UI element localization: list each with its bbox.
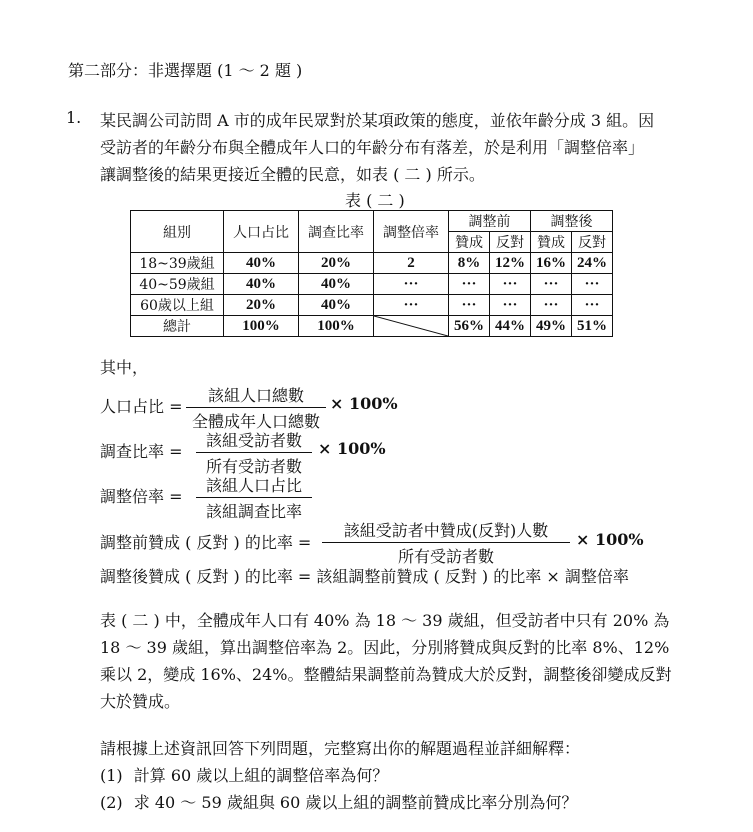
formula-2-rhs: × 100% [318, 439, 386, 458]
formula-4-fraction [322, 518, 570, 567]
formula-4-numerator: 該組受訪者中贊成(反對)人數 [322, 518, 570, 543]
explanation-line-3: 乘以 2，變成 16%、24%。整體結果調整前為贊成大於反對，調整後卻變成反對 [100, 665, 672, 684]
row-before-approve: ··· [449, 274, 490, 295]
table-row [131, 253, 613, 274]
question-number: 1. [66, 108, 82, 127]
sub-question-2 [100, 790, 577, 813]
explanation-line-2: 18 ～ 39 歲組，算出調整倍率為 2。因此，分別將贊成與反對的比率 8%、12% [100, 638, 670, 657]
total-after-oppose: 51% [572, 316, 613, 337]
row-factor: ··· [374, 295, 449, 316]
header-population-ratio: 人口占比 [224, 211, 299, 253]
definitions-intro: 其中， [100, 358, 149, 377]
sub-question-2-text: 求 40 ～ 59 歲組與 60 歲以上組的調整前贊成比率分別為何？ [133, 793, 578, 812]
header-adjust-factor: 調整倍率 [374, 211, 449, 253]
total-pop: 100% [224, 316, 299, 337]
row-pop: 40% [224, 274, 299, 295]
row-group: 40~59歲組 [131, 274, 224, 295]
table-row [131, 295, 613, 316]
formula-4-rhs: × 100% [576, 530, 644, 549]
row-before-oppose: ··· [490, 295, 531, 316]
header-after-oppose: 反對 [572, 232, 613, 253]
formula-4-denominator: 所有受訪者數 [397, 547, 494, 566]
formula-1-rhs: × 100% [330, 394, 398, 413]
row-group: 60歲以上組 [131, 295, 224, 316]
formula-2-numerator: 該組受訪者數 [196, 428, 312, 453]
formula-2-denominator: 所有受訪者數 [205, 457, 302, 476]
formula-2-fraction [196, 428, 312, 477]
diagonal-slash [374, 316, 448, 336]
total-before-oppose: 44% [490, 316, 531, 337]
formula-4-lhs: 調整前贊成 ( 反對 ) 的比率 = [100, 533, 312, 552]
header-before-oppose: 反對 [490, 232, 531, 253]
header-before-approve: 贊成 [449, 232, 490, 253]
total-survey: 100% [299, 316, 374, 337]
formula-3-lhs: 調整倍率 = [100, 487, 183, 506]
sub-question-1-label: (1) [100, 766, 123, 785]
header-after-approve: 贊成 [531, 232, 572, 253]
table-row [131, 274, 613, 295]
formula-1-numerator: 該組人口總數 [186, 383, 326, 408]
formula-1-lhs: 人口占比 = [100, 397, 183, 416]
intro-line-1: 某民調公司訪問 A 市的成年民眾對於某項政策的態度，並依年齡分成 3 組。因 [100, 111, 655, 130]
row-before-oppose: 12% [490, 253, 531, 274]
header-group: 組別 [131, 211, 224, 253]
sub-question-1 [100, 763, 388, 786]
total-before-approve: 56% [449, 316, 490, 337]
formula-3-fraction [196, 473, 312, 522]
explanation-line-4: 大於贊成。 [100, 692, 181, 711]
row-after-approve: ··· [531, 295, 572, 316]
row-before-approve: 8% [449, 253, 490, 274]
header-survey-ratio: 調查比率 [299, 211, 374, 253]
data-table [130, 210, 613, 337]
formula-3-numerator: 該組人口占比 [196, 473, 312, 498]
row-group: 18~39歲組 [131, 253, 224, 274]
row-after-oppose: ··· [572, 295, 613, 316]
sub-question-2-label: (2) [100, 793, 123, 812]
row-before-approve: ··· [449, 295, 490, 316]
explanation-line-1: 表 ( 二 ) 中，全體成年人口有 40% 為 18 ～ 39 歲組，但受訪者中只有 20% 為 [100, 611, 670, 630]
row-survey: 20% [299, 253, 374, 274]
row-factor: ··· [374, 274, 449, 295]
formula-1-denominator: 全體成年人口總數 [191, 412, 320, 431]
formula-5: 調整後贊成 ( 反對 ) 的比率 = 該組調整前贊成 ( 反對 ) 的比率 × 調整倍率 [100, 567, 629, 586]
total-factor-blank [374, 316, 449, 337]
row-after-oppose: ··· [572, 274, 613, 295]
row-survey: 40% [299, 295, 374, 316]
row-after-approve: 16% [531, 253, 572, 274]
header-after: 調整後 [531, 211, 613, 232]
instruction: 請根據上述資訊回答下列問題，完整寫出你的解題過程並詳細解釋： [100, 739, 581, 758]
table-caption: 表 ( 二 ) [345, 191, 405, 210]
row-pop: 20% [224, 295, 299, 316]
formula-1-fraction [186, 383, 326, 432]
table-total-row [131, 316, 613, 337]
row-before-oppose: ··· [490, 274, 531, 295]
row-factor: 2 [374, 253, 449, 274]
header-before: 調整前 [449, 211, 531, 232]
section-title: 第二部分：非選擇題 (1 ～ 2 題 ) [68, 61, 303, 80]
row-after-approve: ··· [531, 274, 572, 295]
formula-3-denominator: 該組調查比率 [205, 502, 302, 521]
formula-2-lhs: 調查比率 = [100, 442, 183, 461]
intro-line-2: 受訪者的年齡分布與全體成年人口的年齡分布有落差，於是利用「調整倍率」 [100, 138, 645, 157]
row-pop: 40% [224, 253, 299, 274]
sub-question-1-text: 計算 60 歲以上組的調整倍率為何？ [133, 766, 389, 785]
total-group: 總計 [131, 316, 224, 337]
row-after-oppose: 24% [572, 253, 613, 274]
total-after-approve: 49% [531, 316, 572, 337]
intro-line-3: 讓調整後的結果更接近全體的民意，如表 ( 二 ) 所示。 [100, 165, 485, 184]
row-survey: 40% [299, 274, 374, 295]
